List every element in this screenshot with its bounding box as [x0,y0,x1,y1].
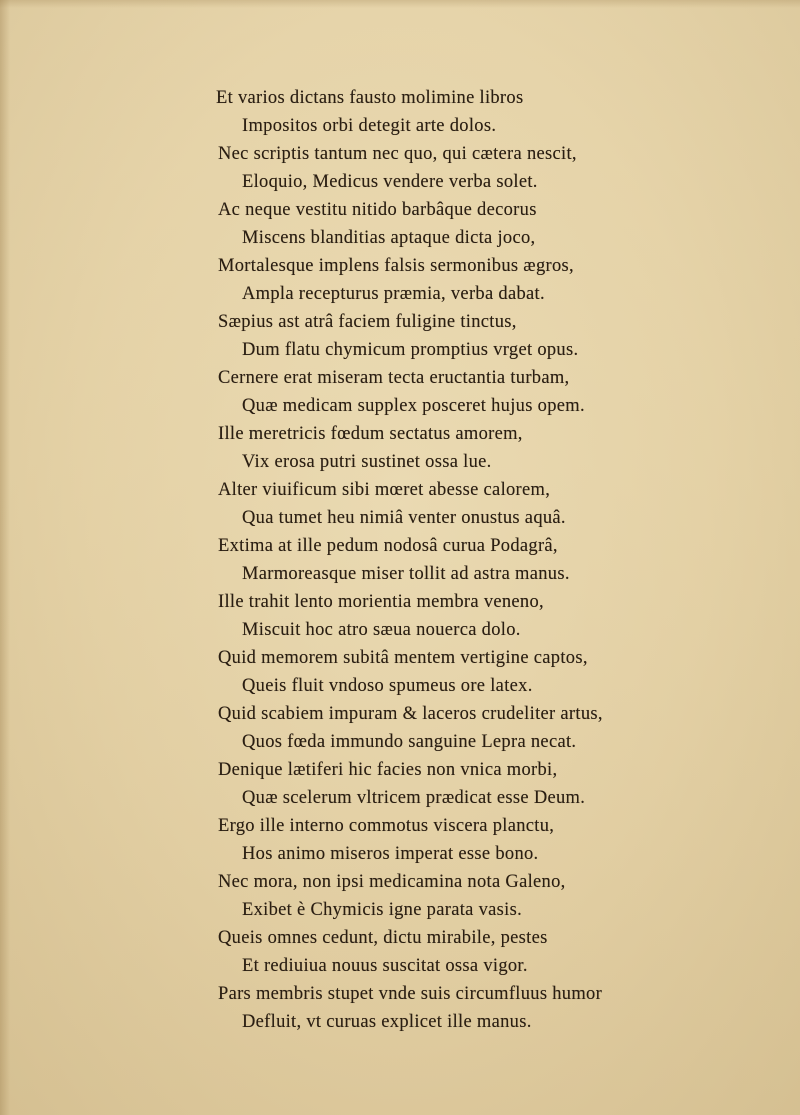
poem-line-7: Mortalesque implens falsis sermonibus ægros, [218,256,574,276]
poem-line-32: Et rediuiua nouus suscitat ossa vigor. [242,956,528,976]
poem-line-20: Miscuit hoc atro sæua nouerca dolo. [242,620,521,640]
poem-line-1: Et varios dictans fausto molimine libros [216,88,524,108]
poem-line-21: Quid memorem subitâ mentem vertigine captos, [218,648,588,668]
poem-line-22: Queis fluit vndoso spumeus ore latex. [242,676,533,696]
poem-line-2: Impositos orbi detegit arte dolos. [242,116,497,136]
poem-line-29: Nec mora, non ipsi medicamina nota Galeno, [218,872,566,892]
poem-line-8: Ampla recepturus præmia, verba dabat. [242,284,545,304]
poem-line-11: Cernere erat miseram tecta eructantia turbam, [218,368,570,388]
poem-line-13: Ille meretricis fœdum sectatus amorem, [218,424,523,444]
poem-line-16: Qua tumet heu nimiâ venter onustus aquâ. [242,508,566,528]
poem-line-9: Sæpius ast atrâ faciem fuligine tinctus, [218,312,517,332]
poem-line-17: Extima at ille pedum nodosâ curua Podagrâ, [218,536,558,556]
poem-line-12: Quæ medicam supplex posceret hujus opem. [242,396,585,416]
poem-line-19: Ille trahit lento morientia membra veneno, [218,592,544,612]
poem-line-5: Ac neque vestitu nitido barbâque decorus [218,200,537,220]
poem-line-34: Defluit, vt curuas explicet ille manus. [242,1012,532,1032]
poem-line-4: Eloquio, Medicus vendere verba solet. [242,172,538,192]
poem-line-14: Vix erosa putri sustinet ossa lue. [242,452,492,472]
poem-line-31: Queis omnes cedunt, dictu mirabile, pestes [218,928,548,948]
poem-line-33: Pars membris stupet vnde suis circumfluus humor [218,984,603,1004]
poem-line-18: Marmoreasque miser tollit ad astra manus. [242,564,570,584]
poem-line-25: Denique lætiferi hic facies non vnica morbi, [218,760,558,780]
poem-line-24: Quos fœda immundo sanguine Lepra necat. [242,732,577,752]
poem-line-28: Hos animo miseros imperat esse bono. [242,844,539,864]
poem-line-30: Exibet è Chymicis igne parata vasis. [242,900,523,920]
poem-line-23: Quid scabiem impuram & laceros crudeliter artus, [218,704,603,724]
poem-line-10: Dum flatu chymicum promptius vrget opus. [242,340,579,360]
poem-line-15: Alter viuificum sibi mœret abesse calorem, [218,480,551,500]
poem-line-27: Ergo ille interno commotus viscera planctu, [218,816,555,836]
poem-line-26: Quæ scelerum vltricem prædicat esse Deum. [242,788,586,808]
poem-line-6: Miscens blanditias aptaque dicta joco, [242,228,536,248]
poem-line-3: Nec scriptis tantum nec quo, qui cætera nescit, [218,144,577,164]
